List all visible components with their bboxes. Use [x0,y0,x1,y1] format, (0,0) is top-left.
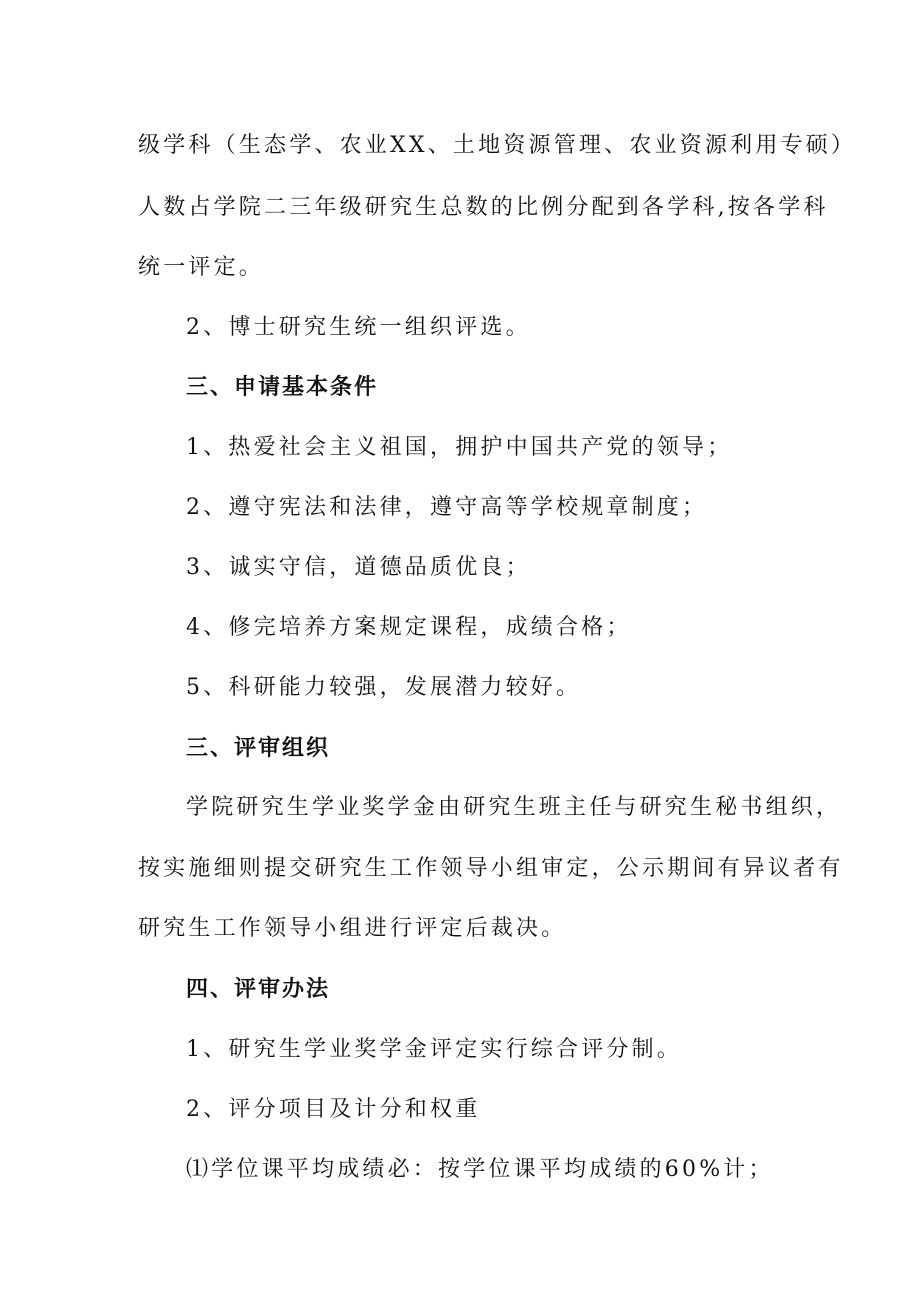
paragraph-line: 人数占学院二三年级研究生总数的比例分配到各学科,按各学科 [138,195,829,220]
list-item: 5、科研能力较强，发展潜力较好。 [186,675,582,700]
list-item: 2、评分项目及计分和权重 [186,1097,481,1122]
list-item: 4、修完培养方案规定课程，成绩合格； [186,615,632,640]
list-item: 3、诚实守信，道德品质优良； [186,555,531,580]
list-item: 2、遵守宪法和法律，遵守高等学校规章制度； [186,495,708,520]
section-heading: 三、申请基本条件 [186,375,379,400]
list-item: 1、研究生学业奖学金评定实行综合评分制。 [186,1037,682,1062]
list-item: 2、博士研究生统一组织评选。 [186,315,531,340]
paragraph-line: 按实施细则提交研究生工作领导小组审定，公示期间有异议者有 [138,856,844,881]
list-item: ⑴学位课平均成绩必：按学位课平均成绩的60%计； [186,1157,774,1182]
section-heading: 三、评审组织 [186,736,331,761]
paragraph-line: 研究生工作领导小组进行评定后裁决。 [138,916,567,941]
paragraph-line: 统一评定。 [138,255,265,280]
section-heading: 四、评审办法 [186,977,331,1002]
paragraph-line: 级学科（生态学、农业XX、土地资源管理、农业资源利用专硕） [138,133,857,158]
paragraph-line: 学院研究生学业奖学金由研究生班主任与研究生秘书组织， [186,795,842,820]
list-item: 1、热爱社会主义祖国，拥护中国共产党的领导； [186,435,733,460]
